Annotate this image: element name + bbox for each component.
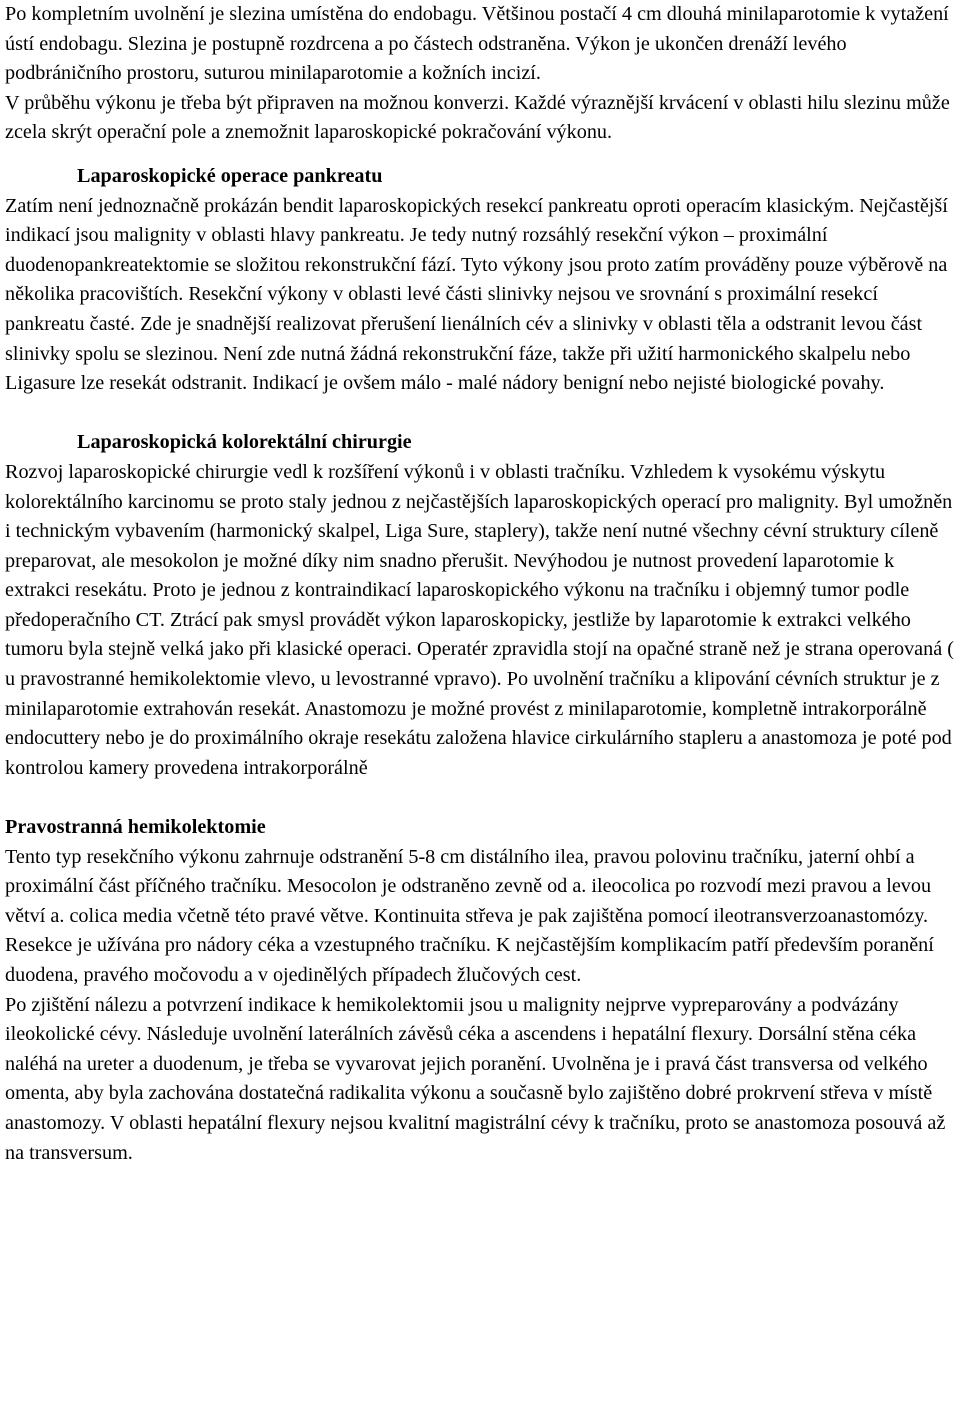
section-text-pancreas: Zatím není jednoznačně prokázán bendit laparoskopických resekcí pankreatu oproti operacím klasickým. Nejčastější indikací jsou malignity v oblasti hlavy pankreatu. Je tedy nutný rozsáhlý resekční výkon – proximální duodenopankreatektomie se složitou rekonstrukční fází. Tyto výkony jsou proto zatím prováděny pouze výběrově na několika pracovištích. Resekční výkony v oblasti levé části slinivky nejsou ve srovnání s proximální resekcí pankreatu časté. Zde je snadnější realizovat přerušení lienálních cév a slinivky v oblasti těla a odstranit levou část slinivky spolu se slezinou. Není zde nutná žádná rekonstrukční fáze, takže při užití harmonického skalpelu nebo Ligasure lze resekát odstranit. Indikací je ovšem málo - malé nádory benigní nebo nejisté biologické povahy.	[5, 194, 948, 395]
document-page	[5, 0, 957, 1168]
section-text-hemicolectomy-2: Po zjištění nálezu a potvrzení indikace k hemikolektomii jsou u malignity nejprve vypreparovány a podvázány ileokolické cévy. Následuje uvolnění laterálních závěsů céka a ascendens i hepatální flexury. Dorsální stěna céka naléhá na ureter a duodenum, je třeba se vyvarovat jejich poranění. Uvolněna je i pravá část transversa od velkého omenta, aby byla zachována dostatečná radikalita výkonu a současně bylo zajištěno dobré prokrvení střeva v místě anastomozy. V oblasti hepatální flexury nejsou kvalitní magistrální cévy k tračníku, proto se anastomoza posouvá až na transversum.	[5, 993, 946, 1164]
section-text-colorectal: Rozvoj laparoskopické chirurgie vedl k rozšíření výkonů i v oblasti tračníku. Vzhledem k vysokému výskytu kolorektálního karcinomu se proto staly jednou z nejčastějších laparoskopických operací pro malignity. Byl umožněn i technickým vybavením (harmonický skalpel, Liga Sure, staplery), takže není nutné všechny cévní struktury cíleně preparovat, ale mesokolon je možné díky nim snadno přerušit. Nevýhodou je nutnost provedení laparotomie k extrakci resekátu. Proto je jednou z kontraindikací laparoskopického výkonu na tračníku i objemný tumor podle předoperačního CT. Ztrácí pak smysl provádět výkon laparoskopicky, jestliže by laparotomie k extrakci velkého tumoru byla stejně velká jako při klasické operaci. Operatér zpravidla stojí na opačné straně než je strana operovaná ( u pravostranné hemikolektomie vlevo, u levostranné vpravo). Po uvolnění tračníku a klipování cévních struktur je z minilaparotomie extrahován resekát. Anastomozu je možné provést z minilaparotomie, kompletně intrakorporálně endocuttery nebo je do proximálního okraje resekátu založena hlavice cirkulárního stapleru a anastomoza je poté pod kontrolou kamery provedena intrakorporálně	[5, 460, 954, 779]
section-text-hemicolectomy: Tento typ resekčního výkonu zahrnuje odstranění 5-8 cm distálního ilea, pravou polovinu tračníku, jaterní ohbí a proximální část příčného tračníku. Mesocolon je odstraněno zevně od a. ileocolica po rozvodí mezi pravou a levou větví a. colica media včetně této pravé větve. Kontinuita střeva je pak zajištěna pomocí ileotransverzoanastomózy. Resekce je užívána pro nádory céka a vzestupného tračníku. K nejčastějším komplikacím patří především poranění duodena, pravého močovodu a v ojedinělých případech žlučových cest.	[5, 845, 934, 986]
section-heading-colorectal: Laparoskopická kolorektální chirurgie	[77, 431, 412, 454]
intro-paragraph-2: V průběhu výkonu je třeba být připraven na možnou konverzi. Každé výraznější krvácení v oblasti hilu slezinu může zcela skrýt operační pole a znemožnit laparoskopické pokračování výkonu.	[5, 91, 950, 144]
spacer	[5, 399, 957, 429]
section-heading-pancreas: Laparoskopické operace pankreatu	[77, 164, 383, 187]
spacer	[5, 148, 957, 162]
section-heading-hemicolectomy: Pravostranná hemikolektomie	[5, 816, 266, 839]
spacer	[5, 783, 957, 813]
intro-paragraph: Po kompletním uvolnění je slezina umístěna do endobagu. Většinou postačí 4 cm dlouhá minilaparotomie k vytažení ústí endobagu. Slezina je postupně rozdrcena a po částech odstraněna. Výkon je ukončen drenáží levého podbráničního prostoru, suturou minilaparotomie a kožních incizí.	[5, 3, 949, 85]
